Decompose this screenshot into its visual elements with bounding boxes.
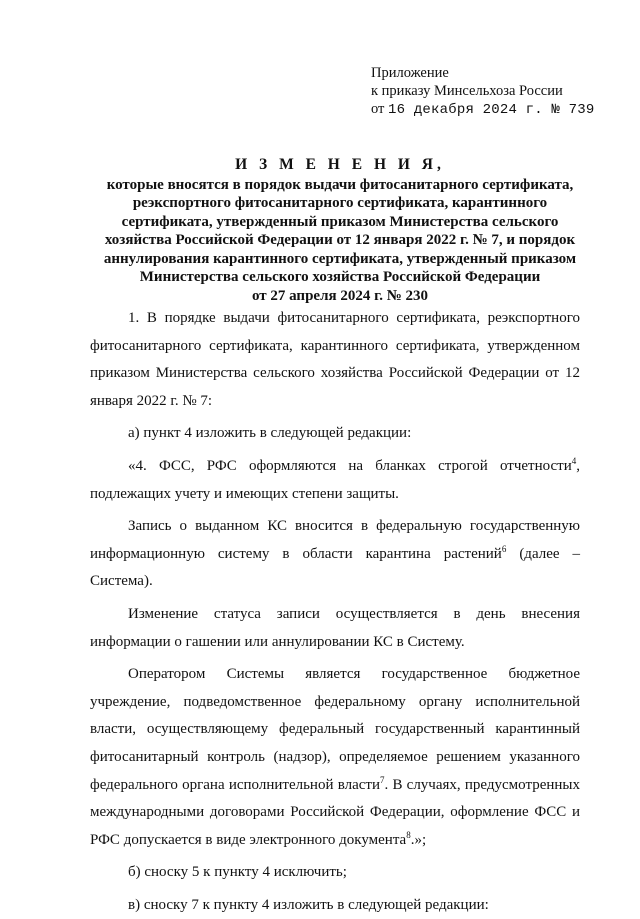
footnote-ref: 4 [571,455,577,466]
title-line: хозяйства Российской Федерации от 12 января 2022 г. № 7, и порядок [104,232,576,248]
document-title [60,156,620,305]
title-heading: И З М Е Н Е Н И Я, [235,156,445,173]
paragraph-1: 1. В порядке выдачи фитосанитарного сертификата, реэкспортного фитосанитарного сертификата, карантинного сертификата, утвержденном приказом Министерства сельского хозяйства Российской Федерации от 12 января 2022 г. № 7: [90,310,580,409]
footnote-ref: 6 [501,543,507,554]
title-line: от 27 апреля 2024 г. № 230 [251,287,429,304]
footnote-ref: 7 [379,774,385,785]
title-line: аннулирования карантинного сертификата, утвержденный приказом [103,250,577,267]
appendix-order-ref: к приказу Минсельхоза России [371,83,563,99]
document-body [90,305,580,919]
paragraph-5: Изменение статуса записи осуществляется в день внесения информации о гашении или аннулировании КС в Систему. [90,605,580,650]
paragraph-2: а) пункт 4 изложить в следующей редакции: [128,425,412,442]
paragraph-4: Запись о выданном КС вносится в федеральную государственную информационную систему в области карантина растений$^6$ (далее – Система). [90,518,581,590]
paragraph-8: в) сноску 7 к пункту 4 изложить в следующей редакции: [128,896,489,913]
appendix-label: Приложение [371,65,449,81]
footnote-ref: 8 [406,829,411,840]
paragraph-3: «4. ФСС, РФС оформляются на бланках строгой отчетности$^4$, подлежащих учету и имеющих степени защиты. [90,455,580,502]
title-line: Министерства сельского хозяйства Российской Федерации [139,269,541,285]
paragraph-7: б) сноску 5 к пункту 4 исключить; [128,864,347,881]
appendix-date-prefix: от [371,101,385,117]
paragraph-6: Оператором Системы является государственное бюджетное учреждение, подведомственное федеральному органу исполнительной власти, осуществляющему федеральный государственный карантинный фитосанитарный контроль (надзор), определяемое решением указанного федерального органа исполнительной власти$^7$. В случаях, предусмотренных международными договорами Российской Федерации, оформление ФСС и РФС допускается в виде электронного документа$^8$.»; [90,666,580,848]
appendix-date-stamp: 16 декабря 2024 г. № 739 [388,102,595,118]
title-line: реэкспортного фитосанитарного сертификата, карантинного [132,195,548,211]
appendix-date-line [371,100,594,119]
appendix-block [371,64,594,119]
title-line: сертификата, утвержденный приказом Министерства сельского [121,213,559,230]
title-line: которые вносятся в порядок выдачи фитосанитарного сертификата, [106,176,574,193]
